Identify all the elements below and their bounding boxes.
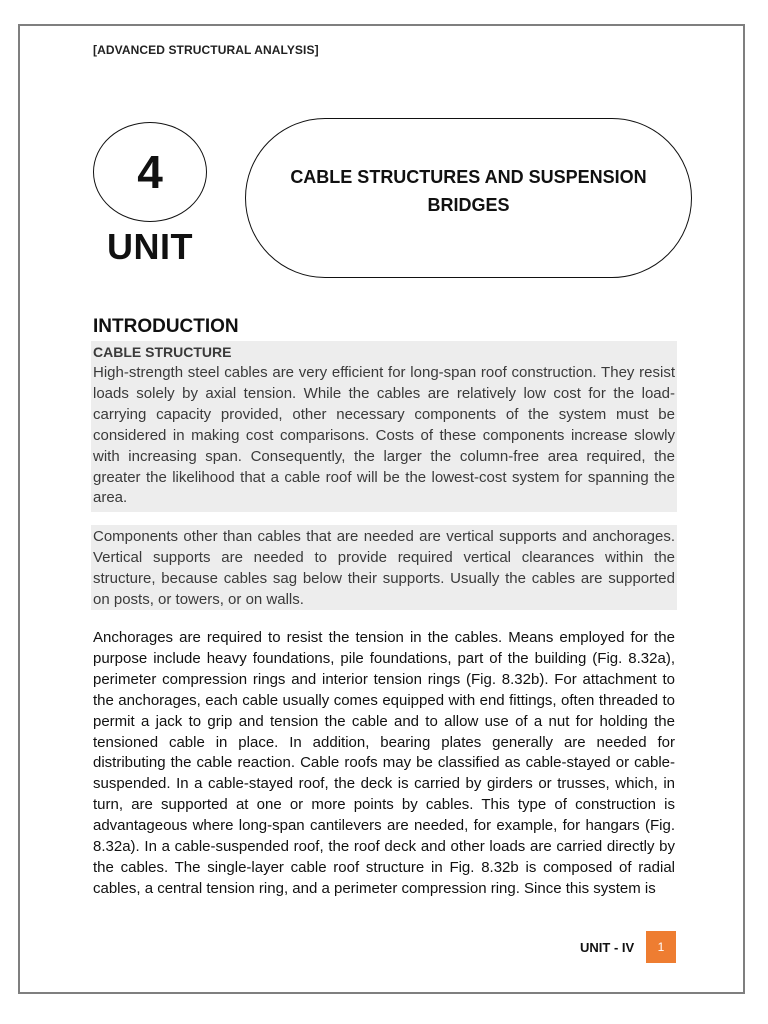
page-number-badge: 1	[646, 931, 676, 963]
paragraph: Anchorages are required to resist the tension in the cables. Means employed for the purpose include heavy foundations, pile foundations, part of the building (Fig. 8.32a), perimeter compression rings and interior tension rings (Fig. 8.32b). For attachment to the anchorages, each cable usually comes equipped with end fittings, often threaded to permit a jack to grip and tension the cable and to allow use of a nut for holding the tensioned cable in place. In addition, bearing plates generally are needed for distributing the cable reaction. Cable roofs may be classified as cable-stayed or cable-suspended. In a cable-stayed roof, the deck is carried by girders or trusses, which, in turn, are supported at one or more points by cables. This type of construction is advantageous where long-span cantilevers are needed, for example, for hangars (Fig. 8.32a). In a cable-suspended roof, the roof deck and other loads are carried directly by the cables. The single-layer cable roof structure in Fig. 8.32b is composed of radial cables, a central tension ring, and a perimeter compression ring. Since this system is	[93, 629, 675, 897]
running-header: [ADVANCED STRUCTURAL ANALYSIS]	[93, 43, 319, 57]
footer-unit-label: UNIT - IV	[580, 940, 635, 955]
chapter-title-oval	[245, 118, 692, 278]
paragraph: High-strength steel cables are very efficient for long-span roof construction. They resist loads solely by axial tension. While the cables are relatively low cost for the load-carrying capacity provided, other necessary components of the system must be considered in making cost comparisons. Costs of these components increase slowly with increasing span. Consequently, the larger the column-free area required, the greater the likelihood that a cable roof will be the lowest-cost system for spanning the area.	[93, 364, 675, 507]
subheading: CABLE STRUCTURE	[93, 344, 232, 360]
section-heading: INTRODUCTION	[93, 316, 239, 337]
unit-label: UNIT	[107, 226, 193, 267]
chapter-title: CABLE STRUCTURES AND SUSPENSION BRIDGES	[290, 167, 647, 215]
unit-number: 4	[137, 146, 163, 198]
unit-number-circle	[93, 122, 207, 222]
paragraph: Components other than cables that are needed are vertical supports and anchorages. Vertical supports are needed to provide required vertical clearances within the structure, because cables sag below their supports. Usually the cables are supported on posts, or towers, or on walls.	[93, 528, 675, 608]
